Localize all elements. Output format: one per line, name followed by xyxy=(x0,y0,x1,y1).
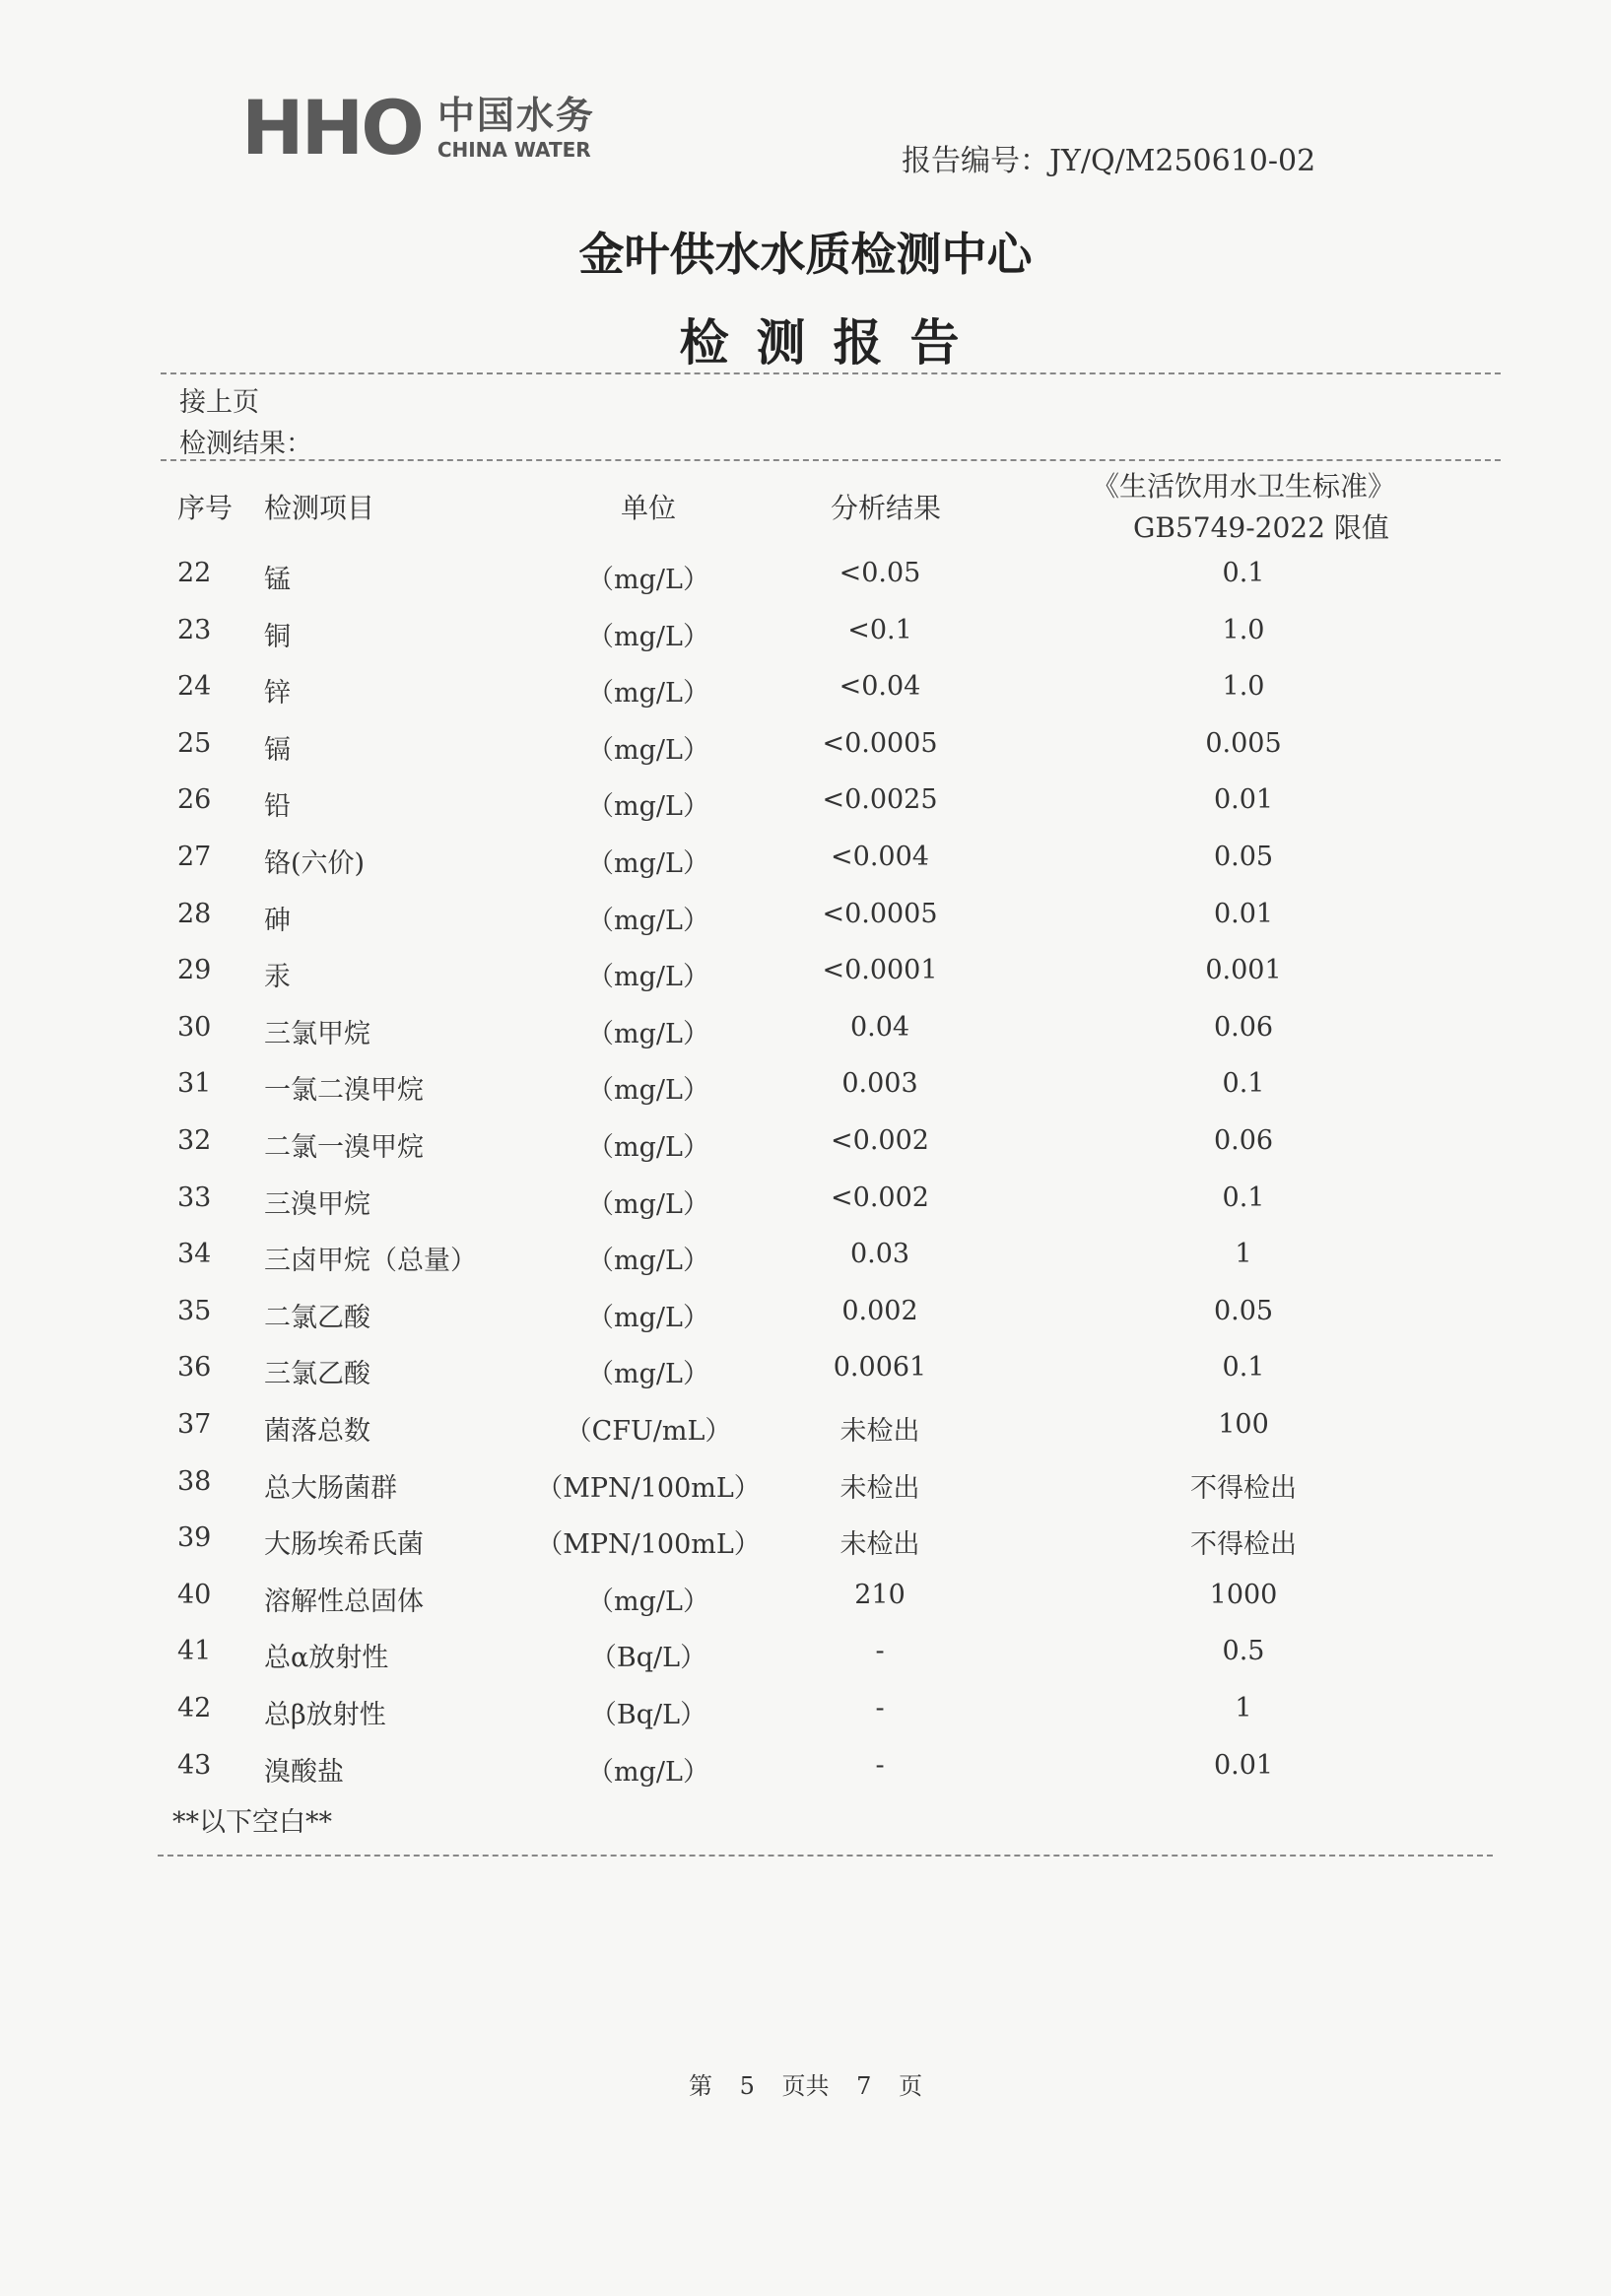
row-result-text: - xyxy=(875,1749,885,1781)
col-unit-header: 单位 xyxy=(621,492,677,524)
row-result-text: <0.0005 xyxy=(822,727,938,759)
row-result-text: 210 xyxy=(854,1579,906,1610)
row-number: 34 xyxy=(177,1239,212,1270)
row-item: 三氯甲烷 xyxy=(264,1018,370,1049)
row-number: 32 xyxy=(177,1125,212,1156)
company-logo xyxy=(241,84,595,171)
table-row xyxy=(0,1239,1611,1294)
row-result-text: 未检出 xyxy=(839,1529,920,1561)
table-row xyxy=(0,784,1611,840)
row-limit-text: 0.001 xyxy=(1205,955,1282,986)
row-limit-text: 不得检出 xyxy=(1190,1529,1297,1561)
row-unit-text: （mg/L） xyxy=(587,1018,709,1049)
row-item: 菌落总数 xyxy=(264,1416,370,1447)
row-unit-text: （Bq/L） xyxy=(589,1643,707,1674)
row-number: 25 xyxy=(177,727,212,759)
row-unit-text: （MPN/100mL） xyxy=(536,1472,761,1504)
row-unit-text: （CFU/mL） xyxy=(565,1416,732,1447)
pager-prefix: 第 xyxy=(688,2072,712,2100)
row-limit-text: 0.06 xyxy=(1213,1125,1274,1156)
row-number: 30 xyxy=(177,1011,212,1043)
table-row xyxy=(0,1296,1611,1351)
row-unit-text: （mg/L） xyxy=(587,678,709,709)
row-number: 29 xyxy=(177,955,212,986)
row-limit-text: 100 xyxy=(1218,1409,1269,1440)
col-limit-header-line2: GB5749-2022 限值 xyxy=(1133,511,1389,544)
table-row xyxy=(0,1125,1611,1181)
pager-current: 5 xyxy=(739,2072,755,2100)
row-unit-text: （mg/L） xyxy=(587,1132,709,1163)
bottom-divider xyxy=(158,1855,1493,1857)
row-unit-text: （mg/L） xyxy=(587,905,709,936)
table-row xyxy=(0,1522,1611,1578)
col-result-header: 分析结果 xyxy=(831,492,942,524)
row-limit-text: 0.005 xyxy=(1205,727,1282,759)
row-result-text: <0.004 xyxy=(831,842,929,872)
row-item: 总α放射性 xyxy=(264,1643,389,1674)
row-number: 35 xyxy=(177,1295,212,1326)
row-result-text: <0.0025 xyxy=(822,784,938,816)
row-unit-text: （mg/L） xyxy=(587,848,709,879)
row-unit-text: （mg/L） xyxy=(587,565,709,595)
row-number: 42 xyxy=(177,1693,212,1723)
row-result-text: - xyxy=(875,1636,885,1667)
row-item: 汞 xyxy=(264,962,291,993)
row-limit-text: 0.1 xyxy=(1222,1352,1265,1384)
org-title: 金叶供水水质检测中心 xyxy=(578,228,1033,281)
row-item: 二氯乙酸 xyxy=(264,1302,370,1333)
row-limit-text: 0.01 xyxy=(1213,1749,1274,1781)
row-number: 22 xyxy=(177,558,212,588)
page-indicator xyxy=(0,2066,1611,2101)
row-result-text: <0.0005 xyxy=(822,898,938,929)
row-item: 总β放射性 xyxy=(264,1700,386,1730)
header-divider xyxy=(161,459,1501,461)
logo-en: CHINA WATER xyxy=(436,138,591,162)
row-number: 39 xyxy=(177,1522,212,1554)
row-unit-text: （mg/L） xyxy=(587,734,709,766)
row-unit-text: （mg/L） xyxy=(587,1302,709,1333)
table-row xyxy=(0,615,1611,670)
row-limit-text: 0.1 xyxy=(1222,1182,1265,1213)
col-no-header: 序号 xyxy=(177,492,234,524)
row-unit-text: （mg/L） xyxy=(587,1075,709,1107)
row-result-text: 未检出 xyxy=(839,1472,920,1504)
col-limit-header-line1: 《生活饮用水卫生标准》 xyxy=(1092,470,1396,503)
row-limit-text: 0.01 xyxy=(1213,784,1274,816)
row-limit-text: 0.5 xyxy=(1222,1636,1265,1667)
row-item: 一氯二溴甲烷 xyxy=(264,1075,424,1107)
row-unit-text: （mg/L） xyxy=(587,1586,709,1617)
row-item: 铬(六价) xyxy=(264,848,366,879)
row-unit-text: （mg/L） xyxy=(587,962,709,993)
row-number: 37 xyxy=(177,1409,212,1440)
end-note: **以下空白** xyxy=(172,1807,332,1838)
results-label: 检测结果： xyxy=(179,429,312,459)
row-number: 33 xyxy=(177,1182,212,1213)
logo-text xyxy=(436,94,595,162)
table-row xyxy=(0,1636,1611,1691)
row-number: 43 xyxy=(177,1749,212,1781)
row-number: 26 xyxy=(177,784,212,816)
table-row xyxy=(0,842,1611,897)
table-row xyxy=(0,671,1611,726)
row-result-text: 0.003 xyxy=(841,1068,918,1100)
row-item: 三溴甲烷 xyxy=(264,1188,370,1220)
row-number: 31 xyxy=(177,1068,212,1100)
row-limit-text: 0.01 xyxy=(1213,898,1274,929)
row-item: 二氯一溴甲烷 xyxy=(264,1132,424,1163)
row-result-text: <0.0001 xyxy=(822,955,938,986)
row-unit-text: （mg/L） xyxy=(587,1756,709,1788)
col-item-header: 检测项目 xyxy=(264,492,375,524)
row-item: 三卤甲烷（总量） xyxy=(264,1246,477,1277)
row-result-text: 0.03 xyxy=(849,1239,910,1270)
row-result-text: 0.0061 xyxy=(833,1352,927,1384)
row-item: 铜 xyxy=(264,621,291,652)
table-row xyxy=(0,1750,1611,1805)
row-limit-text: 不得检出 xyxy=(1190,1472,1297,1504)
table-row xyxy=(0,1182,1611,1238)
row-result-text: <0.05 xyxy=(839,558,921,588)
row-unit-text: （mg/L） xyxy=(587,791,709,823)
row-limit-text: 1 xyxy=(1235,1693,1252,1723)
row-limit-text: 1.0 xyxy=(1222,671,1265,703)
row-unit-text: （Bq/L） xyxy=(589,1700,707,1730)
top-divider xyxy=(161,372,1501,374)
row-limit-text: 0.06 xyxy=(1213,1011,1274,1043)
table-row xyxy=(0,1466,1611,1521)
row-limit-text: 0.1 xyxy=(1222,1068,1265,1100)
row-unit-text: （mg/L） xyxy=(587,1246,709,1277)
row-number: 40 xyxy=(177,1579,212,1610)
table-row xyxy=(0,955,1611,1010)
row-number: 28 xyxy=(177,898,212,929)
row-item: 溴酸盐 xyxy=(264,1756,344,1788)
logo-cn: 中国水务 xyxy=(436,94,595,137)
table-row xyxy=(0,1352,1611,1407)
pager-suffix: 页 xyxy=(899,2072,923,2100)
row-unit-text: （MPN/100mL） xyxy=(536,1529,761,1561)
row-number: 24 xyxy=(177,671,212,703)
logo-mark: HHO xyxy=(241,84,422,171)
row-item: 三氯乙酸 xyxy=(264,1359,370,1390)
table-row xyxy=(0,558,1611,613)
table-row xyxy=(0,728,1611,783)
row-item: 铅 xyxy=(264,791,291,823)
row-number: 23 xyxy=(177,614,212,645)
table-row xyxy=(0,1693,1611,1748)
row-result-text: <0.002 xyxy=(831,1182,929,1213)
table-row xyxy=(0,1068,1611,1123)
row-item: 砷 xyxy=(264,905,291,936)
row-limit-text: 1 xyxy=(1235,1239,1252,1270)
row-limit-text: 0.05 xyxy=(1213,1295,1274,1326)
row-result-text: 未检出 xyxy=(839,1416,920,1447)
row-item: 大肠埃希氏菌 xyxy=(264,1529,424,1561)
row-number: 41 xyxy=(177,1636,212,1667)
row-number: 36 xyxy=(177,1352,212,1384)
table-row xyxy=(0,1580,1611,1635)
table-row xyxy=(0,1409,1611,1464)
row-limit-text: 1000 xyxy=(1209,1579,1278,1610)
report-number: 报告编号：JY/Q/M250610-02 xyxy=(902,144,1316,178)
row-unit-text: （mg/L） xyxy=(587,1359,709,1390)
doc-title: 检测报告 xyxy=(679,314,987,371)
row-item: 锰 xyxy=(264,565,291,595)
row-result-text: <0.04 xyxy=(839,671,921,703)
row-result-text: <0.1 xyxy=(847,614,912,645)
table-row xyxy=(0,899,1611,954)
row-item: 镉 xyxy=(264,734,291,766)
row-item: 溶解性总固体 xyxy=(264,1586,424,1617)
row-result-text: <0.002 xyxy=(831,1125,929,1156)
table-row xyxy=(0,1012,1611,1067)
row-number: 38 xyxy=(177,1465,212,1497)
row-unit-text: （mg/L） xyxy=(587,1188,709,1220)
row-item: 锌 xyxy=(264,678,291,709)
continued-label: 接上页 xyxy=(179,387,259,418)
row-result-text: 0.002 xyxy=(841,1295,918,1326)
row-limit-text: 0.05 xyxy=(1213,842,1274,872)
pager-total: 7 xyxy=(856,2072,872,2100)
row-result-text: - xyxy=(875,1693,885,1723)
row-number: 27 xyxy=(177,842,212,872)
row-limit-text: 0.1 xyxy=(1222,558,1265,588)
row-result-text: 0.04 xyxy=(849,1011,910,1043)
row-item: 总大肠菌群 xyxy=(264,1472,397,1504)
pager-middle: 页共 xyxy=(781,2072,830,2100)
row-unit-text: （mg/L） xyxy=(587,621,709,652)
row-limit-text: 1.0 xyxy=(1222,614,1265,645)
